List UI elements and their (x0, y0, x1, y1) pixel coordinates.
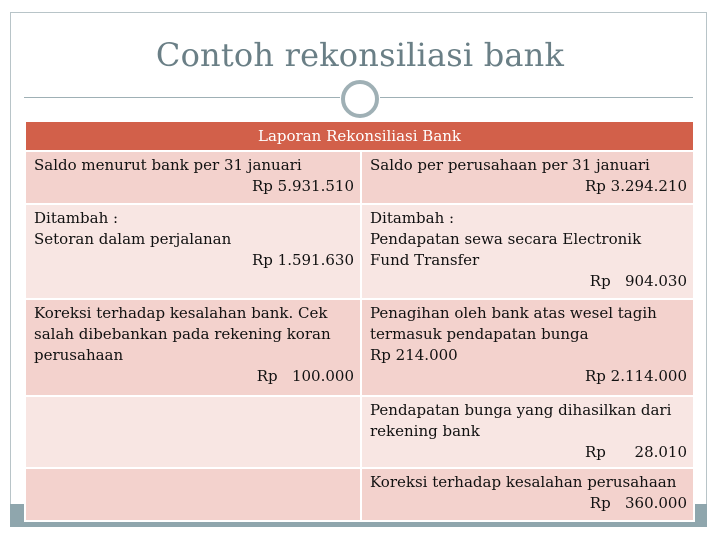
bank-error-amount: Rp 100.000 (256, 367, 354, 385)
rent-eft-label-cont: Fund Transfer (370, 251, 480, 269)
note-collection-label: Penagihan oleh bank atas wesel tagih termasuk pendapatan bunga (370, 304, 657, 343)
company-error-amount: Rp 360.000 (589, 494, 688, 512)
bank-balance-label: Saldo menurut bank per 31 januari (34, 156, 302, 174)
company-additions-cell (361, 204, 694, 299)
bank-error-label: Koreksi terhadap kesalahan bank. Cek salah dibebankan pada rekening koran perusahaan (34, 304, 331, 364)
interest-earned-amount: Rp 28.010 (585, 443, 688, 461)
title-divider-right (380, 97, 693, 98)
bank-balance-amount: Rp 5.931.510 (251, 177, 354, 195)
deposit-in-transit-label: Setoran dalam perjalanan (34, 230, 232, 248)
table-header: Laporan Rekonsiliasi Bank (25, 121, 694, 151)
note-collection-amount: Rp 2.114.000 (585, 367, 688, 385)
title-divider-left (24, 97, 340, 98)
reconciliation-table (24, 120, 695, 522)
rent-eft-label: Pendapatan sewa secara Electronik (370, 230, 642, 248)
interest-earned-cell (361, 396, 694, 468)
rent-eft-amount: Rp 904.030 (589, 272, 688, 290)
empty-cell (25, 396, 361, 468)
bank-balance-cell (25, 151, 361, 204)
table-row (25, 299, 694, 396)
note-interest-amount: Rp 214.000 (370, 346, 458, 364)
note-collection-cell (361, 299, 694, 396)
table-row (25, 396, 694, 468)
bank-error-cell (25, 299, 361, 396)
table-row (25, 204, 694, 299)
table-row (25, 468, 694, 521)
company-error-cell (361, 468, 694, 521)
bank-additions-cell (25, 204, 361, 299)
company-additions-label: Ditambah : (370, 209, 455, 227)
company-balance-cell (361, 151, 694, 204)
company-balance-amount: Rp 3.294.210 (585, 177, 688, 195)
empty-cell (25, 468, 361, 521)
bank-additions-label: Ditambah : (34, 209, 119, 227)
slide-title: Contoh rekonsiliasi bank (155, 36, 565, 74)
circle-ornament-icon (341, 80, 379, 118)
company-error-label: Koreksi terhadap kesalahan perusahaan (370, 473, 677, 491)
deposit-in-transit-amount: Rp 1.591.630 (251, 251, 354, 269)
table-row (25, 151, 694, 204)
company-balance-label: Saldo per perusahaan per 31 januari (370, 156, 650, 174)
interest-earned-label: Pendapatan bunga yang dihasilkan dari rekening bank (370, 401, 672, 440)
